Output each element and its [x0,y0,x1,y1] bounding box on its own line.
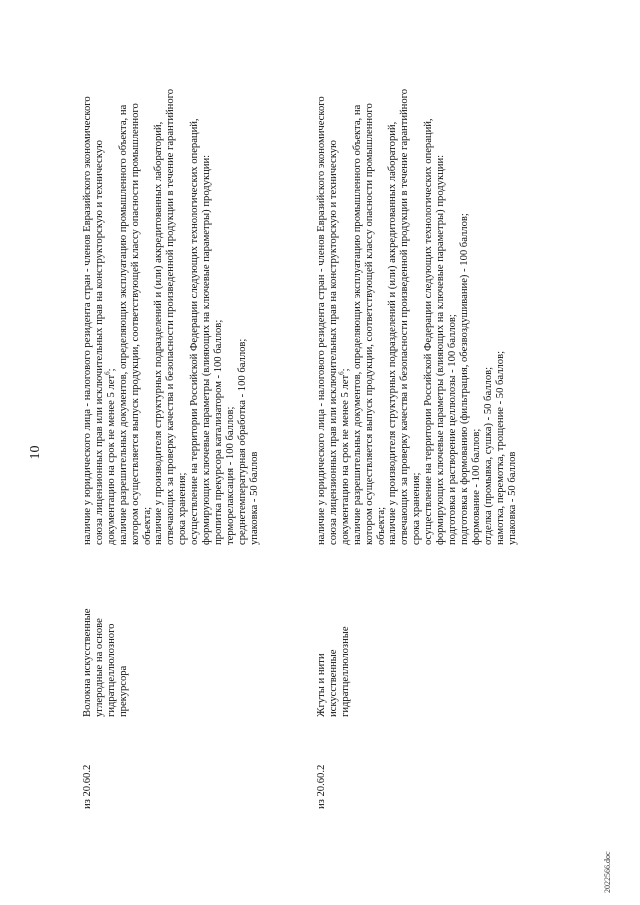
requirement-line: наличие у юридического лица - налогового резидента стран - членов Евразийского экономического [316,96,327,545]
table-row [316,19,518,809]
product-name [316,545,352,717]
requirement-line: формирующих ключевые параметры (влияющих на ключевые параметры) продукции: [201,154,213,545]
requirement-line: срока хранения; [411,472,423,545]
requirement-line: намотка, перемотка, трощение - 50 баллов; [494,350,506,545]
requirement-line: подготовка и растворение целлюлозы - 100 баллов; [446,314,458,545]
requirement-line: упаковка - 50 баллов [248,451,260,545]
requirement-line: наличие у производителя структурных подразделений и (или) аккредитованных лабораторий, [387,121,399,545]
product-name-line: гидратцеллюлозного [105,623,117,717]
requirement-text: документацию на срок не менее 5 лет [339,374,351,545]
footnote-tail: ; [105,368,117,372]
product-name-line: Жгуты и нити [316,653,327,717]
requirement-line: упаковка - 50 баллов [506,451,518,545]
file-name-footer: 2022566.doc [603,851,612,893]
requirements [82,19,261,545]
requirement-line: среднетемпературная обработка - 100 баллов; [236,338,248,545]
table-row [82,19,261,809]
requirement-line: союза лицензионных прав или исключительных прав на конструкторскую и техническую [93,140,105,545]
product-name-line: искусственные [327,649,339,717]
requirement-line: котором осуществляется выпуск продукции, соответствующей классу опасности промышленного [129,103,141,545]
requirement-line: котором осуществляется выпуск продукции, соответствующей классу опасности промышленного [363,103,375,545]
requirement-line [337,19,352,545]
requirements [316,19,518,545]
requirement-line: отвечающих за проверку качества и безопасности произведенной продукции в течение гарантийного [165,88,177,545]
requirement-line: формирующих ключевые параметры (влияющих на ключевые параметры) продукции: [435,154,447,545]
okpd-code: из 20.60.2 [316,764,327,809]
product-name [82,545,130,717]
requirement-line: терморелаксация - 100 баллов; [224,406,236,545]
requirement-line: наличие у производителя структурных подразделений и (или) аккредитованных лабораторий, [153,121,165,545]
requirement-line: наличие разрешительных документов, определяющих эксплуатацию промышленного объекта, на [351,104,363,545]
requirement-line: подготовка к формованию (фильтрация, обезвоздушивание) - 100 баллов; [458,213,470,545]
requirement-line: срока хранения; [177,472,189,545]
requirement-line: отвечающих за проверку качества и безопасности произведенной продукции в течение гарантийного [399,88,411,545]
requirement-line [103,19,118,545]
requirement-line: пропитка прекурсора катализатором - 100 баллов; [212,319,224,545]
product-name-line: углеродные на основе [93,618,105,717]
product-name-line: прекурсора [117,665,129,717]
footnote-mark: 6 [103,371,112,375]
page-number: 10 [28,445,43,460]
okpd-code: из 20.60.2 [82,764,93,809]
requirement-line: наличие разрешительных документов, определяющих эксплуатацию промышленного объекта, на [117,104,129,545]
product-name-line: Волокна искусственные [82,608,93,717]
requirement-line: отделка (промывка, сушка) - 50 баллов; [482,366,494,545]
requirement-line: формование - 100 баллов; [470,428,482,545]
requirement-line: осуществление на территории Российской Федерации следующих технологических операций, [423,118,435,545]
requirement-line: союза лицензионных прав или исключительных прав на конструкторскую и техническую [327,140,339,545]
requirement-line: осуществление на территории Российской Федерации следующих технологических операций, [189,118,201,545]
requirement-line: наличие у юридического лица - налогового резидента стран - членов Евразийского экономического [82,96,93,545]
requirement-text: документацию на срок не менее 5 лет [105,374,117,545]
footnote-mark: 6 [337,371,346,375]
requirement-line: объекта; [141,506,153,545]
product-name-line: гидратцеллюлозные [339,626,351,717]
requirement-line: объекта; [375,506,387,545]
footnote-tail: ; [339,368,351,372]
